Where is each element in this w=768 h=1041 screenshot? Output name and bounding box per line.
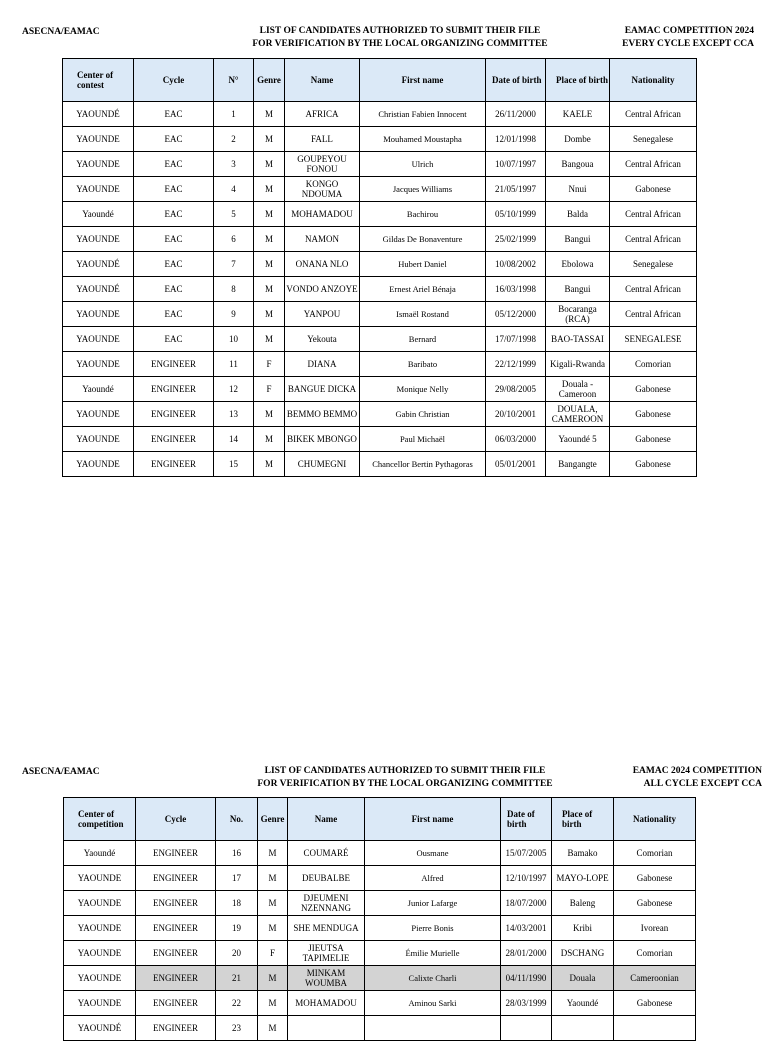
table-row (63, 302, 697, 327)
cell-first-name: Bachirou (360, 202, 486, 227)
cell-nationality: Comorian (614, 941, 696, 966)
cell-nationality: SENEGALESE (610, 327, 697, 352)
cell-nationality: Gabonese (610, 377, 697, 402)
cell-date-of-birth: 26/11/2000 (486, 102, 546, 127)
cell-cycle: EAC (134, 202, 214, 227)
cell-place-of-birth: Kigali-Rwanda (546, 352, 610, 377)
cell-nationality: Gabonese (610, 452, 697, 477)
cell-cycle: ENGINEER (134, 452, 214, 477)
competition-header (622, 25, 754, 50)
cell-first-name (365, 1016, 501, 1041)
cell-date-of-birth: 14/03/2001 (501, 916, 552, 941)
cell-first-name: Émilie Murielle (365, 941, 501, 966)
cell-cycle: ENGINEER (136, 1016, 216, 1041)
cell-first-name: Gabin Christian (360, 402, 486, 427)
table-row (64, 916, 696, 941)
cell-genre: M (254, 452, 285, 477)
cell-name: SHE MENDUGA (288, 916, 365, 941)
cell-date-of-birth: 28/01/2000 (501, 941, 552, 966)
cell-nationality: Central African (610, 227, 697, 252)
cell-date-of-birth: 22/12/1999 (486, 352, 546, 377)
cell-name: DEUBALBE (288, 866, 365, 891)
cell-date-of-birth: 12/10/1997 (501, 866, 552, 891)
cell-center: YAOUNDE (63, 227, 134, 252)
cell-name: VONDO ANZOYE (285, 277, 360, 302)
cell-cycle: ENGINEER (136, 866, 216, 891)
cell-place-of-birth: Bangui (546, 227, 610, 252)
cell-number: 7 (214, 252, 254, 277)
cell-name: JIEUTSA TAPIMELIE (288, 941, 365, 966)
cell-center: Yaoundé (64, 841, 136, 866)
cell-number: 8 (214, 277, 254, 302)
table-row (63, 202, 697, 227)
cell-genre: M (254, 102, 285, 127)
cell-first-name: Calixte Charli (365, 966, 501, 991)
cell-cycle: ENGINEER (134, 402, 214, 427)
competition-line-1: EAMAC 2024 COMPETITION (632, 766, 762, 776)
cell-cycle: EAC (134, 302, 214, 327)
cell-center: YAOUNDE (63, 452, 134, 477)
document-title (220, 25, 580, 50)
cell-cycle: EAC (134, 177, 214, 202)
cell-nationality: Ivorean (614, 916, 696, 941)
cell-nationality: Central African (610, 202, 697, 227)
cell-date-of-birth (501, 1016, 552, 1041)
cell-nationality: Gabonese (614, 991, 696, 1016)
cell-date-of-birth: 20/10/2001 (486, 402, 546, 427)
cell-nationality: Central African (610, 102, 697, 127)
cell-number: 14 (214, 427, 254, 452)
cell-place-of-birth: Nnui (546, 177, 610, 202)
cell-place-of-birth: Yaoundé (552, 991, 614, 1016)
cell-center: YAOUNDE (63, 302, 134, 327)
col-cycle: Cycle (136, 798, 216, 841)
cell-place-of-birth: MAYO-LOPE (552, 866, 614, 891)
cell-center: YAOUNDE (63, 177, 134, 202)
cell-place-of-birth: Bangangte (546, 452, 610, 477)
cell-genre: M (254, 202, 285, 227)
cell-genre: M (258, 1016, 288, 1041)
cell-first-name: Ismaël Rostand (360, 302, 486, 327)
cell-genre: M (254, 152, 285, 177)
cell-first-name: Hubert Daniel (360, 252, 486, 277)
cell-number: 9 (214, 302, 254, 327)
cell-first-name: Aminou Sarki (365, 991, 501, 1016)
cell-nationality: Comorian (614, 841, 696, 866)
cell-number: 19 (216, 916, 258, 941)
cell-number: 23 (216, 1016, 258, 1041)
cell-number: 21 (216, 966, 258, 991)
cell-number: 5 (214, 202, 254, 227)
cell-place-of-birth: Bocaranga (RCA) (546, 302, 610, 327)
cell-first-name: Gildas De Bonaventure (360, 227, 486, 252)
cell-place-of-birth: Balda (546, 202, 610, 227)
cell-place-of-birth (552, 1016, 614, 1041)
cell-place-of-birth: KAELE (546, 102, 610, 127)
cell-number: 11 (214, 352, 254, 377)
cell-first-name: Ulrich (360, 152, 486, 177)
col-date-of-birth: Date of birth (486, 59, 546, 102)
cell-genre: M (258, 991, 288, 1016)
cell-name: Yekouta (285, 327, 360, 352)
org-header: ASECNA/EAMAC (22, 27, 100, 37)
cell-name: ONANA NLO (285, 252, 360, 277)
cell-name: FALL (285, 127, 360, 152)
table-row (64, 841, 696, 866)
cell-center: YAOUNDE (63, 327, 134, 352)
cell-center: YAOUNDE (63, 402, 134, 427)
cell-first-name: Ousmane (365, 841, 501, 866)
cell-date-of-birth: 10/08/2002 (486, 252, 546, 277)
cell-place-of-birth: Bamako (552, 841, 614, 866)
cell-nationality: Cameroonian (614, 966, 696, 991)
table-row (63, 227, 697, 252)
table-row (63, 127, 697, 152)
cell-name: BANGUE DICKA (285, 377, 360, 402)
cell-nationality: Gabonese (610, 427, 697, 452)
candidates-table (62, 58, 697, 477)
cell-number: 10 (214, 327, 254, 352)
cell-date-of-birth: 05/10/1999 (486, 202, 546, 227)
cell-date-of-birth: 25/02/1999 (486, 227, 546, 252)
cell-center: YAOUNDE (63, 427, 134, 452)
cell-date-of-birth: 15/07/2005 (501, 841, 552, 866)
table-row (64, 991, 696, 1016)
cell-nationality: Gabonese (614, 866, 696, 891)
cell-cycle: ENGINEER (136, 841, 216, 866)
cell-date-of-birth: 17/07/1998 (486, 327, 546, 352)
cell-first-name: Junior Lafarge (365, 891, 501, 916)
cell-center: YAOUNDE (63, 352, 134, 377)
cell-center: YAOUNDÉ (64, 1016, 136, 1041)
table-row (63, 152, 697, 177)
cell-cycle: ENGINEER (136, 891, 216, 916)
cell-cycle: EAC (134, 227, 214, 252)
cell-number: 2 (214, 127, 254, 152)
cell-genre: M (254, 277, 285, 302)
cell-first-name: Ernest Ariel Bénaja (360, 277, 486, 302)
col-number: N° (214, 59, 254, 102)
cell-cycle: ENGINEER (136, 991, 216, 1016)
cell-number: 15 (214, 452, 254, 477)
col-cycle: Cycle (134, 59, 214, 102)
cell-name: MOHAMADOU (288, 991, 365, 1016)
cell-date-of-birth: 04/11/1990 (501, 966, 552, 991)
col-first-name: First name (365, 798, 501, 841)
cell-center: YAOUNDE (64, 891, 136, 916)
cell-cycle: EAC (134, 327, 214, 352)
cell-name: MOHAMADOU (285, 202, 360, 227)
cell-nationality: Senegalese (610, 127, 697, 152)
table-header-row (64, 798, 696, 841)
cell-genre: M (258, 866, 288, 891)
cell-genre: M (258, 891, 288, 916)
table-row (64, 966, 696, 991)
table-header-row (63, 59, 697, 102)
cell-nationality: Central African (610, 152, 697, 177)
table-row (64, 1016, 696, 1041)
table-row (64, 941, 696, 966)
table-row (63, 252, 697, 277)
cell-first-name: Alfred (365, 866, 501, 891)
cell-date-of-birth: 10/07/1997 (486, 152, 546, 177)
cell-name: DIANA (285, 352, 360, 377)
competition-line-1: EAMAC COMPETITION 2024 (624, 26, 754, 36)
cell-genre: M (254, 227, 285, 252)
col-first-name: First name (360, 59, 486, 102)
cell-first-name: Paul Michaël (360, 427, 486, 452)
col-place-of-birth: Place of birth (546, 59, 610, 102)
cell-genre: F (258, 941, 288, 966)
cell-place-of-birth: Dombe (546, 127, 610, 152)
cell-cycle: EAC (134, 277, 214, 302)
cell-first-name: Chancellor Bertin Pythagoras (360, 452, 486, 477)
cell-center: YAOUNDÉ (63, 277, 134, 302)
competition-line-2: EVERY CYCLE EXCEPT CCA (622, 38, 754, 49)
cell-place-of-birth: DSCHANG (552, 941, 614, 966)
cell-number: 1 (214, 102, 254, 127)
cell-name: AFRICA (285, 102, 360, 127)
cell-center: Yaoundé (63, 377, 134, 402)
cell-name: MINKAM WOUMBA (288, 966, 365, 991)
cell-center: YAOUNDE (64, 991, 136, 1016)
table-row (63, 102, 697, 127)
title-line-1: LIST OF CANDIDATES AUTHORIZED TO SUBMIT THEIR FILE (264, 766, 546, 776)
cell-center: YAOUNDÉ (63, 102, 134, 127)
cell-number: 20 (216, 941, 258, 966)
cell-place-of-birth: Baleng (552, 891, 614, 916)
cell-place-of-birth: BAO-TASSAI (546, 327, 610, 352)
cell-nationality: Central African (610, 302, 697, 327)
title-line-2: FOR VERIFICATION BY THE LOCAL ORGANIZING COMMITTEE (252, 38, 548, 49)
table-row (63, 352, 697, 377)
cell-place-of-birth: Ebolowa (546, 252, 610, 277)
table-row (63, 277, 697, 302)
col-name: Name (285, 59, 360, 102)
cell-number: 4 (214, 177, 254, 202)
cell-number: 12 (214, 377, 254, 402)
cell-first-name: Christian Fabien Innocent (360, 102, 486, 127)
cell-center: YAOUNDE (64, 941, 136, 966)
cell-name (288, 1016, 365, 1041)
cell-nationality: Gabonese (614, 891, 696, 916)
cell-date-of-birth: 16/03/1998 (486, 277, 546, 302)
cell-cycle: EAC (134, 152, 214, 177)
cell-cycle: ENGINEER (134, 377, 214, 402)
cell-place-of-birth: Bangui (546, 277, 610, 302)
cell-center: YAOUNDE (64, 966, 136, 991)
table-row (64, 866, 696, 891)
cell-nationality: Senegalese (610, 252, 697, 277)
cell-date-of-birth: 05/12/2000 (486, 302, 546, 327)
cell-date-of-birth: 28/03/1999 (501, 991, 552, 1016)
cell-cycle: ENGINEER (136, 916, 216, 941)
col-nationality: Nationality (610, 59, 697, 102)
cell-first-name: Jacques Williams (360, 177, 486, 202)
cell-name: KONGO NDOUMA (285, 177, 360, 202)
cell-place-of-birth: Douala (552, 966, 614, 991)
title-line-1: LIST OF CANDIDATES AUTHORIZED TO SUBMIT THEIR FILE (259, 26, 541, 36)
cell-center: YAOUNDE (64, 866, 136, 891)
cell-place-of-birth: Douala - Cameroon (546, 377, 610, 402)
cell-first-name: Pierre Bonis (365, 916, 501, 941)
cell-genre: M (254, 127, 285, 152)
cell-name: BEMMO BEMMO (285, 402, 360, 427)
candidates-table-page2 (63, 797, 696, 1041)
cell-genre: M (258, 916, 288, 941)
org-header-page2: ASECNA/EAMAC (22, 767, 100, 777)
col-number: No. (216, 798, 258, 841)
cell-genre: M (258, 966, 288, 991)
cell-date-of-birth: 18/07/2000 (501, 891, 552, 916)
cell-nationality (614, 1016, 696, 1041)
cell-date-of-birth: 12/01/1998 (486, 127, 546, 152)
cell-genre: M (254, 302, 285, 327)
cell-name: DJEUMENI NZENNANG (288, 891, 365, 916)
cell-number: 16 (216, 841, 258, 866)
cell-number: 22 (216, 991, 258, 1016)
cell-cycle: EAC (134, 127, 214, 152)
cell-first-name: Mouhamed Moustapha (360, 127, 486, 152)
cell-date-of-birth: 29/08/2005 (486, 377, 546, 402)
cell-genre: M (254, 177, 285, 202)
cell-name: CHUMEGNI (285, 452, 360, 477)
cell-name: BIKEK MBONGO (285, 427, 360, 452)
table-row (63, 327, 697, 352)
table-row (63, 452, 697, 477)
cell-genre: F (254, 377, 285, 402)
cell-number: 13 (214, 402, 254, 427)
cell-place-of-birth: Bangoua (546, 152, 610, 177)
col-center: Center of contest (63, 59, 134, 102)
col-date-of-birth: Date of birth (501, 798, 552, 841)
cell-nationality: Central African (610, 277, 697, 302)
cell-cycle: ENGINEER (134, 427, 214, 452)
cell-center: YAOUNDE (63, 152, 134, 177)
cell-first-name: Baribato (360, 352, 486, 377)
table-row (63, 427, 697, 452)
table-row (63, 177, 697, 202)
cell-place-of-birth: Kribi (552, 916, 614, 941)
cell-date-of-birth: 06/03/2000 (486, 427, 546, 452)
cell-number: 6 (214, 227, 254, 252)
cell-cycle: ENGINEER (134, 352, 214, 377)
col-genre: Genre (258, 798, 288, 841)
competition-header-page2 (633, 765, 762, 790)
col-place-of-birth: Place of birth (552, 798, 614, 841)
cell-genre: M (254, 402, 285, 427)
title-line-2: FOR VERIFICATION BY THE LOCAL ORGANIZING COMMITTEE (257, 778, 553, 789)
cell-number: 17 (216, 866, 258, 891)
cell-first-name: Bernard (360, 327, 486, 352)
cell-nationality: Gabonese (610, 402, 697, 427)
cell-genre: F (254, 352, 285, 377)
cell-name: GOUPEYOU FONOU (285, 152, 360, 177)
table-row (63, 402, 697, 427)
cell-center: YAOUNDE (63, 127, 134, 152)
col-nationality: Nationality (614, 798, 696, 841)
cell-genre: M (254, 252, 285, 277)
cell-cycle: ENGINEER (136, 941, 216, 966)
cell-name: YANPOU (285, 302, 360, 327)
cell-cycle: EAC (134, 102, 214, 127)
cell-number: 18 (216, 891, 258, 916)
cell-place-of-birth: DOUALA, CAMEROON (546, 402, 610, 427)
table-row (63, 377, 697, 402)
cell-date-of-birth: 21/05/1997 (486, 177, 546, 202)
competition-line-2: ALL CYCLE EXCEPT CCA (643, 778, 762, 789)
cell-number: 3 (214, 152, 254, 177)
cell-first-name: Monique Nelly (360, 377, 486, 402)
cell-name: NAMON (285, 227, 360, 252)
cell-place-of-birth: Yaoundé 5 (546, 427, 610, 452)
document-title-page2 (225, 765, 585, 790)
cell-genre: M (254, 427, 285, 452)
cell-nationality: Comorian (610, 352, 697, 377)
cell-center: Yaoundé (63, 202, 134, 227)
col-name: Name (288, 798, 365, 841)
col-center: Center of competition (64, 798, 136, 841)
cell-center: YAOUNDE (64, 916, 136, 941)
cell-date-of-birth: 05/01/2001 (486, 452, 546, 477)
col-genre: Genre (254, 59, 285, 102)
table-row (64, 891, 696, 916)
cell-genre: M (258, 841, 288, 866)
cell-center: YAOUNDÉ (63, 252, 134, 277)
cell-genre: M (254, 327, 285, 352)
cell-cycle: ENGINEER (136, 966, 216, 991)
cell-name: COUMARÉ (288, 841, 365, 866)
cell-nationality: Gabonese (610, 177, 697, 202)
cell-cycle: EAC (134, 252, 214, 277)
